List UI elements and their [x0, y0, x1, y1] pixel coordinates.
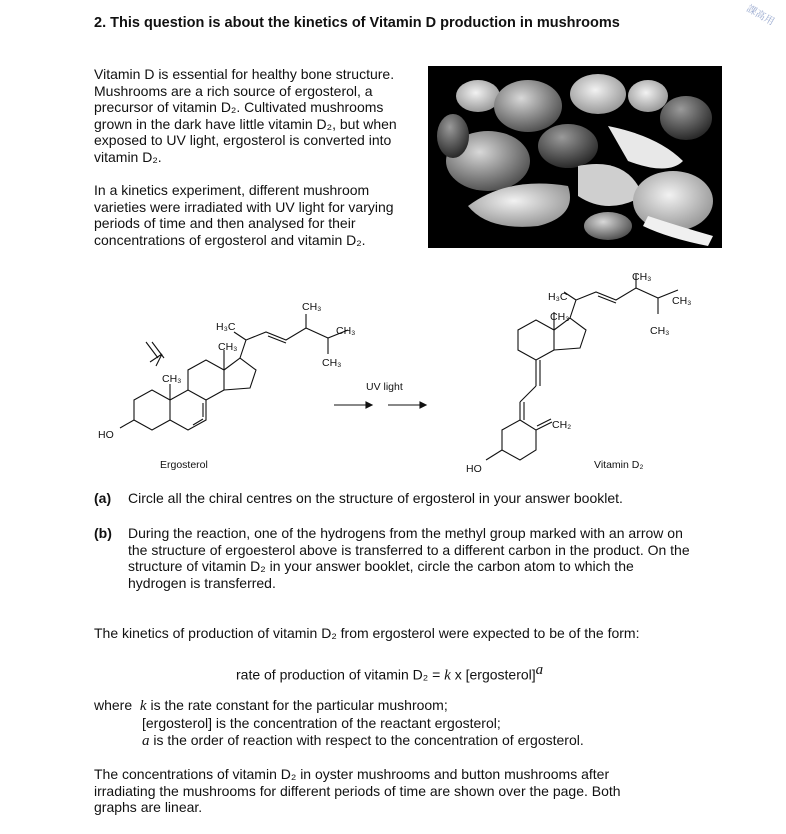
corner-watermark: 課高用 [744, 3, 776, 28]
kinetics-intro: The kinetics of production of vitamin D₂ from ergosterol were expected to be of the form: [94, 625, 640, 641]
intro-text [94, 66, 424, 265]
vitd-ch3-c13: CH₃ [550, 311, 570, 323]
question-b [94, 525, 694, 591]
ergo-ch3-c10: CH₃ [162, 373, 182, 385]
rate-eq-k: k [444, 667, 451, 684]
rate-equation [236, 662, 543, 685]
question-a [94, 490, 694, 507]
ergo-ch3-right: CH₃ [336, 325, 356, 337]
ergo-ch3-bottom: CH₃ [322, 357, 342, 369]
uv-light-label: UV light [366, 381, 403, 393]
ergo-ch3-c13: CH₃ [218, 341, 238, 353]
vitd-ch3-bottom: CH₃ [650, 325, 670, 337]
where-ergosterol: [ergosterol] is the concentration of the reactant ergosterol; [142, 715, 501, 731]
question-b-text: During the reaction, one of the hydrogens from the methyl group marked with an arrow on the structure of ergoesterol above is transferred to a different carbon in the product. On the structure of vitamin D₂ in your answer booklet, circle the carbon atom to which the hydrogen is transferred. [128, 525, 690, 591]
rate-eq-prefix: rate of production of vitamin D₂ = [236, 666, 445, 683]
vitd-ch3-right: CH₃ [672, 295, 692, 307]
ergosterol-label: Ergosterol [160, 459, 208, 471]
where-word: where [94, 697, 133, 713]
where-k-symbol: k [139, 698, 147, 714]
intro-paragraph-1: Vitamin D is essential for healthy bone structure. Mushrooms are a rich source of ergosterol, a precursor of vitamin D₂. Cultivated mushrooms grown in the dark have little vitamin D₂, but when exposed to UV light, ergosterol is converted into vitamin D₂. [94, 66, 397, 165]
vitamin-d2-label: Vitamin D₂ [594, 459, 644, 471]
final-paragraph: The concentrations of vitamin D₂ in oyster mushrooms and button mushrooms after irradiating the mushrooms for different periods of time are shown over the page. Both graphs are linear. [94, 766, 621, 815]
where-k-text: is the rate constant for the particular mushroom; [146, 697, 448, 713]
intro-paragraph-2: In a kinetics experiment, different mushroom varieties were irradiated with UV light for varying periods of time and then analysed for their concentrations of ergosterol and vitamin D₂. [94, 182, 394, 248]
rate-eq-mid: x [ergosterol] [450, 666, 536, 683]
where-block [94, 697, 584, 750]
mushroom-photo [428, 66, 722, 248]
vitd-ch2: CH₂ [552, 419, 572, 431]
vitd-h3c: H₃C [548, 291, 568, 303]
question-a-label: (a) [94, 490, 112, 506]
question-title: 2. This question is about the kinetics of Vitamin D production in mushrooms [94, 15, 620, 31]
ergo-h3c: H₃C [216, 321, 236, 333]
ergo-ho: HO [98, 429, 114, 441]
where-a-symbol: a [142, 733, 150, 749]
question-a-text: Circle all the chiral centres on the structure of ergosterol in your answer booklet. [128, 490, 623, 506]
vitd-ho: HO [466, 463, 482, 475]
where-a-text: is the order of reaction with respect to the concentration of ergosterol. [149, 732, 584, 748]
vitd-ch3-top: CH₃ [632, 271, 652, 283]
question-b-label: (b) [94, 525, 112, 541]
ergo-ch3-top: CH₃ [302, 301, 322, 313]
rate-eq-a: a [535, 662, 544, 678]
reaction-scheme [90, 262, 730, 484]
